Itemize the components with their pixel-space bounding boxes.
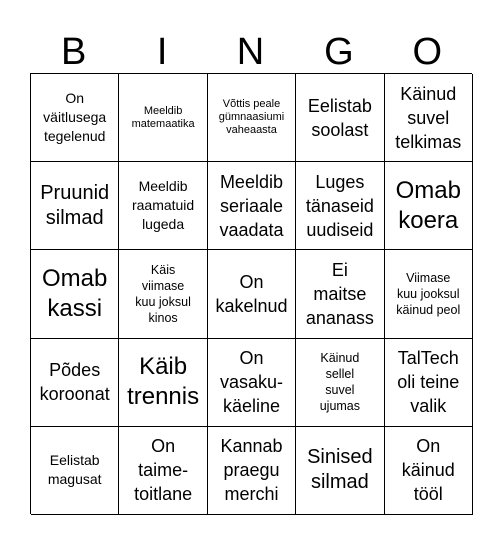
bingo-cell-r4c2[interactable] bbox=[119, 339, 207, 427]
header-letter-g: G bbox=[324, 31, 355, 73]
bingo-cell-r3c1[interactable] bbox=[31, 250, 119, 338]
cell-text: Põdes koroonat bbox=[39, 360, 110, 405]
bingo-cell-r2c2[interactable] bbox=[119, 162, 207, 250]
bingo-cell-r1c1[interactable] bbox=[31, 74, 119, 162]
cell-text: Eelistab soolast bbox=[307, 95, 372, 140]
header-letter-n: N bbox=[236, 31, 266, 73]
cell-text: Käinud sellel suvel ujumas bbox=[319, 351, 361, 414]
cell-text: On vasaku- käeline bbox=[219, 348, 283, 417]
cell-text: Pruunid silmad bbox=[40, 181, 110, 229]
bingo-cell-r5c4[interactable] bbox=[296, 427, 384, 515]
bingo-cell-r3c5[interactable] bbox=[385, 250, 473, 338]
header-letter-i: I bbox=[156, 31, 169, 73]
bingo-cell-r5c3[interactable] bbox=[208, 427, 296, 515]
cell-text: Käinud suvel telkimas bbox=[395, 83, 462, 152]
cell-text: Võttis peale gümnaasiumi vaheaasta bbox=[218, 98, 285, 137]
cell-text: Käis viimase kuu joksul kinos bbox=[135, 262, 191, 325]
bingo-cell-r5c1[interactable] bbox=[31, 427, 119, 515]
bingo-cell-r4c3[interactable] bbox=[208, 339, 296, 427]
bingo-cell-r5c2[interactable] bbox=[119, 427, 207, 515]
bingo-cell-r3c2[interactable] bbox=[119, 250, 207, 338]
bingo-cell-r1c2[interactable] bbox=[119, 74, 207, 162]
header-letter-o: O bbox=[412, 31, 444, 73]
bingo-cell-r1c5[interactable] bbox=[385, 74, 473, 162]
cell-text: Eelistab magusat bbox=[47, 452, 102, 488]
bingo-cell-r4c5[interactable] bbox=[385, 339, 473, 427]
cell-text: Meeldib seriaale vaadata bbox=[219, 171, 284, 240]
bingo-cell-r1c3[interactable] bbox=[208, 74, 296, 162]
bingo-cell-r4c1[interactable] bbox=[31, 339, 119, 427]
cell-text: Käib trennis bbox=[127, 353, 200, 411]
bingo-cell-r2c5[interactable] bbox=[385, 162, 473, 250]
cell-text: Luges tänaseid uudiseid bbox=[305, 171, 374, 240]
cell-text: Ei maitse ananass bbox=[305, 259, 374, 328]
bingo-cell-r2c1[interactable] bbox=[31, 162, 119, 250]
bingo-cell-r2c4[interactable] bbox=[296, 162, 384, 250]
bingo-cell-r2c3[interactable] bbox=[208, 162, 296, 250]
bingo-header bbox=[30, 28, 472, 76]
cell-text: TalTech oli teine valik bbox=[397, 348, 460, 417]
bingo-cell-r1c4[interactable] bbox=[296, 74, 384, 162]
cell-text: Sinised silmad bbox=[307, 446, 373, 494]
cell-text: Meeldib matemaatika bbox=[131, 104, 195, 130]
cell-text: Kannab praegu merchi bbox=[220, 436, 283, 505]
header-letter-b: B bbox=[61, 31, 88, 73]
cell-text: On taime- toitlane bbox=[134, 436, 193, 505]
bingo-cell-r3c4[interactable] bbox=[296, 250, 384, 338]
cell-text: Omab koera bbox=[395, 176, 461, 234]
cell-text: On kakelnud bbox=[215, 271, 288, 316]
cell-text: Viimase kuu jooksul käinud peol bbox=[396, 270, 461, 317]
bingo-grid bbox=[30, 73, 472, 514]
cell-text: On käinud tööl bbox=[401, 436, 455, 505]
bingo-cell-r4c4[interactable] bbox=[296, 339, 384, 427]
cell-text: Meeldib raamatuid lugeda bbox=[131, 178, 195, 233]
cell-text: Omab kassi bbox=[42, 264, 108, 322]
bingo-cell-r5c5[interactable] bbox=[385, 427, 473, 515]
cell-text: On väitlusega tegelenud bbox=[43, 90, 107, 145]
bingo-cell-r3c3[interactable] bbox=[208, 250, 296, 338]
